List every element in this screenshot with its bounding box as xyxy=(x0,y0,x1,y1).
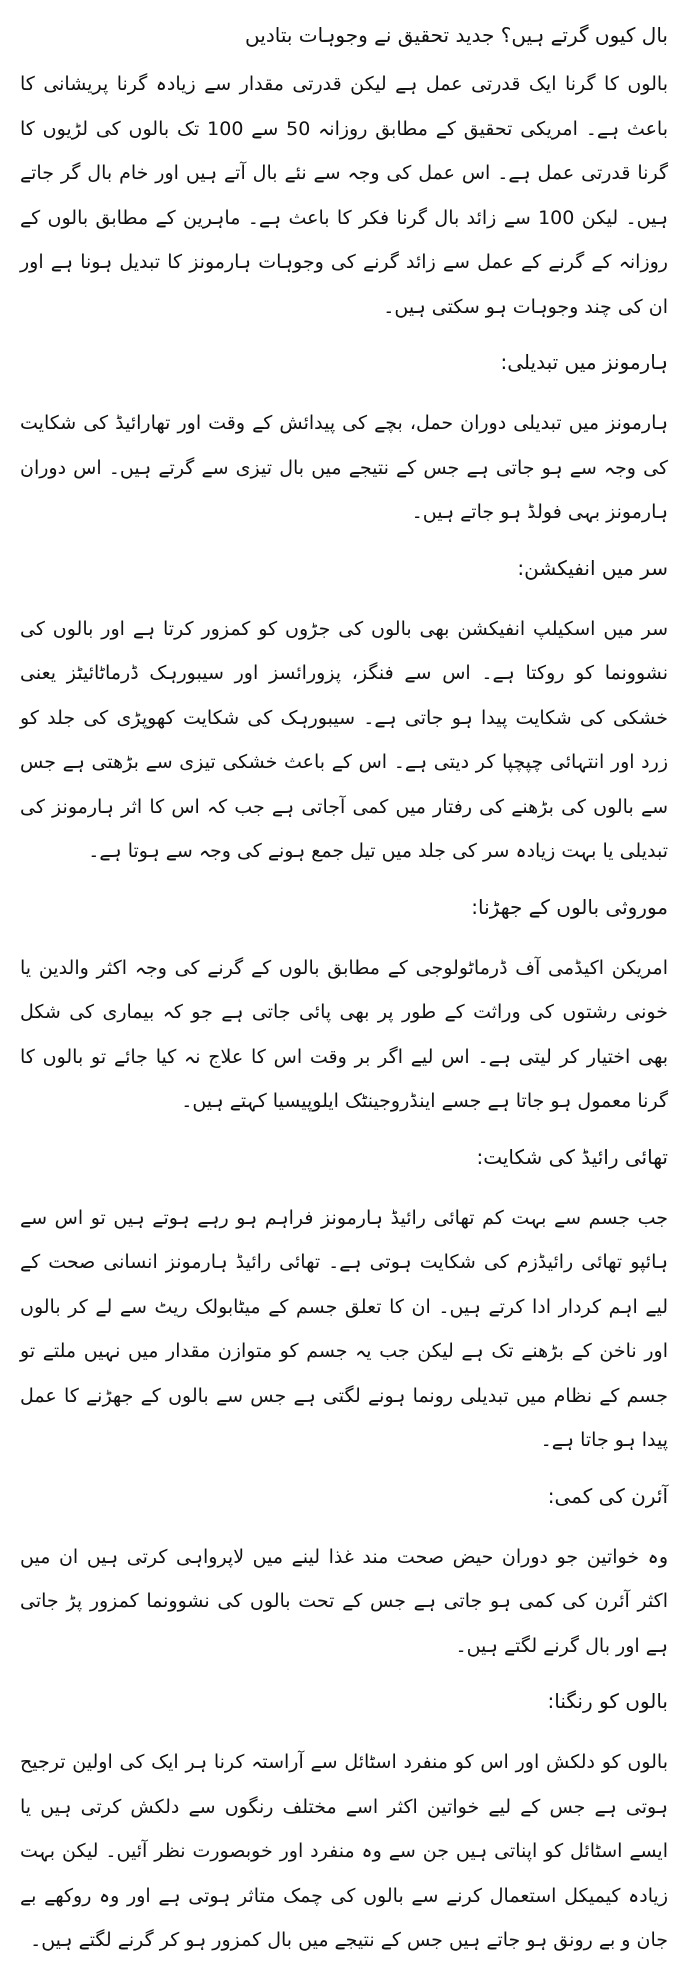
article-title: بال کیوں گرتے ہیں؟ جدید تحقیق نے وجوہات بتادیں xyxy=(245,23,668,47)
section-scalp-infection xyxy=(20,547,668,874)
section-body: امریکن اکیڈمی آف ڈرماٹولوجی کے مطابق بالوں کے گرنے کی وجہ اکثر والدین یا خونی رشتوں کی وراثت کے طور پر بھی پائی جاتی ہے جو کہ بیماری کی شکل بھی اختیار کر لیتی ہے۔ اس لیے اگر بر وقت اس کا علاج نہ کیا جائے تو بالوں کا گرنا معمول ہو جاتا ہے جسے اینڈروجینٹک ایلوپیسیا کہتے ہیں۔ xyxy=(20,956,668,1112)
section-thyroid xyxy=(20,1136,668,1463)
intro-paragraph: بالوں کا گرنا ایک قدرتی عمل ہے لیکن قدرتی مقدار سے زیادہ گرنا پریشانی کا باعث ہے۔ امریکی تحقیق کے مطابق روزانہ 50 سے 100 تک بالوں کی لڑیوں کا گرنا قدرتی عمل ہے۔ اس عمل کی وجہ سے نئے بال آتے ہیں اور خام بال گر جاتے ہیں۔ لیکن 100 سے زائد بال گرنا فکر کا باعث ہے۔ ماہرین کے مطابق بالوں کے روزانہ کے گرنے کے عمل سے زائد گرنے کی وجوہات ہارمونز کا تبدیل ہونا ہے اور ان کی چند وجوہات ہو سکتی ہیں۔ xyxy=(20,73,668,318)
section-body: بالوں کو دلکش اور اس کو منفرد اسٹائل سے آراستہ کرنا ہر ایک کی اولین ترجیح ہوتی ہے جس کے لیے خواتین اکثر اسے مختلف رنگوں سے دلکش کرتی ہیں یا ایسے اسٹائل کو اپناتی ہیں جن سے وہ منفرد اور خوبصورت نظر آئیں۔ لیکن بہت زیادہ کیمیکل استعمال کرنے سے بالوں کی چمک متاثر ہوتی ہے اور وہ روکھے بے جان و بے رونق ہو جاتے ہیں جس کے نتیجے میں بال کمزور ہو کر گرنے لگتے ہیں۔ xyxy=(20,1751,668,1951)
section-iron-deficiency xyxy=(20,1475,668,1669)
section-hair-dyeing xyxy=(20,1680,668,1963)
section-heading: آئرن کی کمی: xyxy=(547,1483,668,1508)
section-heading: تھائی رائیڈ کی شکایت: xyxy=(476,1144,668,1169)
section-hormones xyxy=(20,341,668,535)
section-heading: بالوں کو رنگنا: xyxy=(547,1689,668,1713)
section-hereditary xyxy=(20,886,668,1124)
section-body: سر میں اسکیلپ انفیکشن بھی بالوں کی جڑوں کو کمزور کرتا ہے اور بالوں کی نشوونما کو روکتا ہے۔ اس سے فنگز، پزورائسز اور سیبورہک ڈرماٹائیٹز یعنی خشکی کی شکایت پیدا ہو جاتی ہے۔ سیبورہک کی شکایت کھوپڑی کی جلد کو زرد اور انتہائی چپچپا کر دیتی ہے۔ اس کے باعث خشکی تیزی سے بڑھتی ہے جس سے بالوں کی بڑھنے کی رفتار میں کمی آجاتی ہے جب کہ اس کا اثر ہارمونز کی تبدیلی یا بہت زیادہ سر کی جلد میں تیل جمع ہونے کی وجہ سے ہوتا ہے۔ xyxy=(20,617,668,862)
section-heading: ہارمونز میں تبدیلی: xyxy=(500,350,668,374)
section-body: ہارمونز میں تبدیلی دوران حمل، بچے کی پیدائش کے وقت اور تھارائیڈ کی شکایت کی وجہ سے ہو جاتی ہے جس کے نتیجے میں بال تیزی سے گرتے ہیں۔ اس دوران ہارمونز بہی فولڈ ہو جاتے ہیں۔ xyxy=(20,412,668,523)
section-heading: سر میں انفیکشن: xyxy=(517,555,668,580)
section-heading: موروثی بالوں کے جھڑنا: xyxy=(471,894,668,919)
section-body: وہ خواتین جو دوران حیض صحت مند غذا لینے میں لاپرواہی کرتی ہیں ان میں اکثر آئرن کی کمی ہو جاتی ہے جس کے تحت بالوں کی نشوونما کمزور پڑ جاتی ہے اور بال گرنے لگتے ہیں۔ xyxy=(20,1545,668,1657)
section-body: جب جسم سے بہت کم تھائی رائیڈ ہارمونز فراہم ہو رہے ہوتے ہیں تو اس سے ہائپو تھائی رائیڈزم کی شکایت ہوتی ہے۔ تھائی رائیڈ ہارمونز انسانی صحت کے لیے اہم کردار ادا کرتے ہیں۔ ان کا تعلق جسم کے میٹابولک ریٹ سے لے کر بالوں اور ناخن کے بڑھنے تک ہے لیکن جب یہ جسم کو متوازن مقدار میں نہیں ملتے تو جسم کے نظام میں تبدیلی رونما ہونے لگتی ہے جس سے بالوں کے جھڑنے کا عمل پیدا ہو جاتا ہے۔ xyxy=(20,1206,668,1451)
